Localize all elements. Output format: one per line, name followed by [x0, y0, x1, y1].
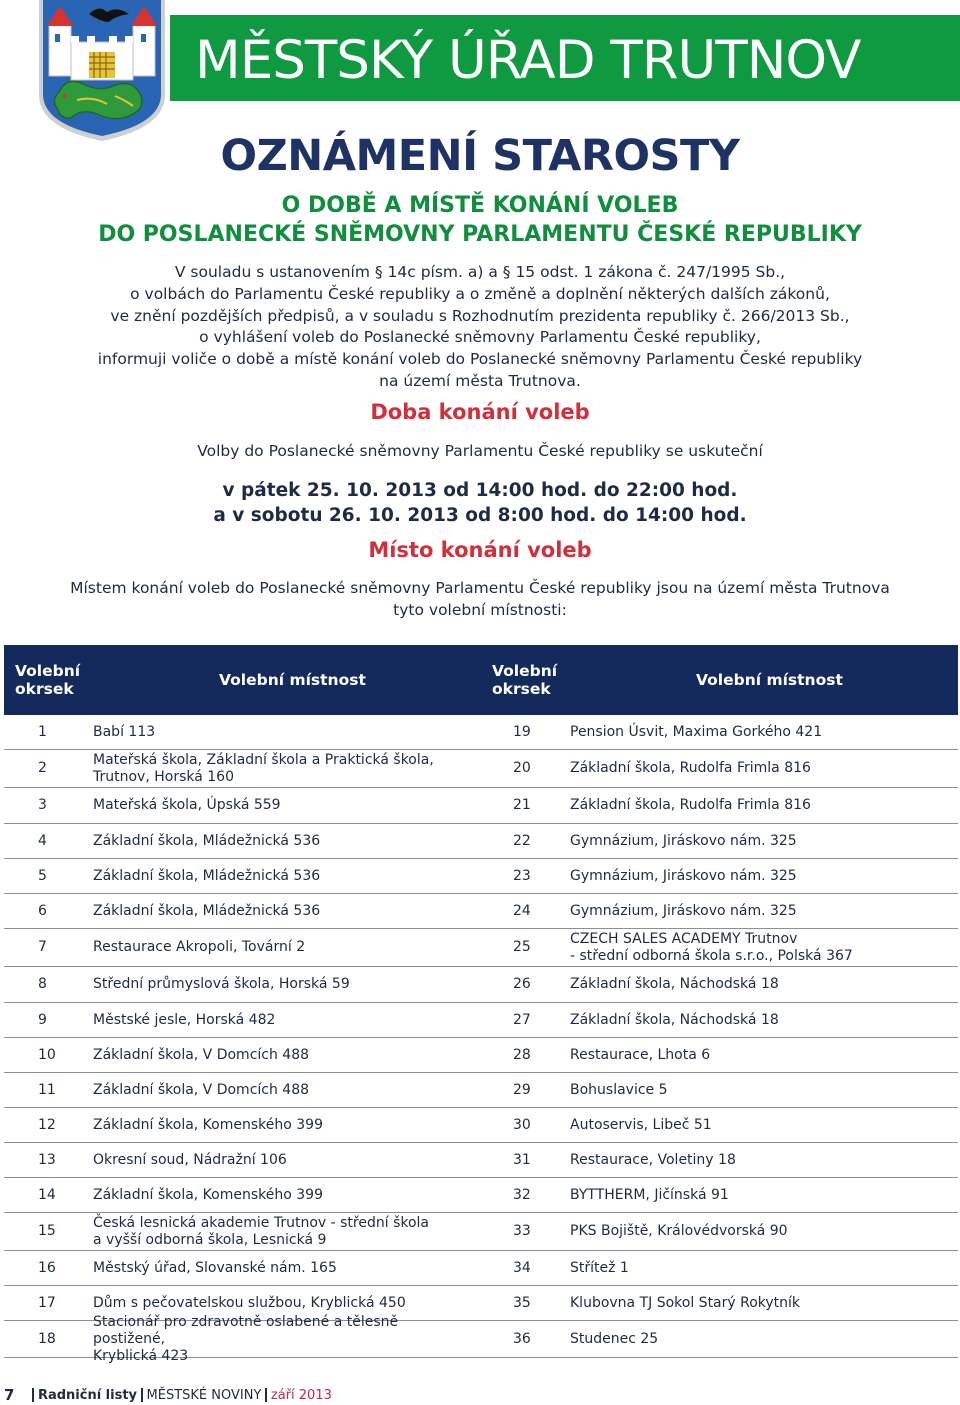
polling-place	[570, 715, 950, 749]
table-row	[4, 1178, 958, 1213]
polling-place	[570, 788, 950, 823]
polling-place	[570, 1073, 950, 1107]
polling-place-line: - střední odborná škola s.r.o., Polská 367	[570, 947, 853, 964]
table-row	[4, 824, 958, 859]
district-number: 2	[38, 760, 47, 776]
polling-place-line: Restaurace, Lhota 6	[570, 1046, 711, 1063]
district-number: 17	[38, 1294, 56, 1311]
subtitle-line-2: DO POSLANECKÉ SNĚMOVNY PARLAMENTU ČESKÉ REPUBLIKY	[98, 222, 862, 247]
polling-place-line: Klubovna TJ Sokol Starý Rokytník	[570, 1294, 801, 1311]
district-number: 5	[38, 867, 47, 884]
polling-place	[93, 1143, 473, 1177]
intro-line: o vyhlášení voleb do Poslanecké sněmovny Parlamentu České republiky,	[199, 328, 761, 347]
header-district-line-1: Volební	[15, 662, 81, 680]
polling-place	[93, 1108, 473, 1142]
intro-line: o volbách do Parlamentu České republiky a o změně a doplnění některých dalších zákonů,	[130, 284, 830, 303]
polling-place-line: Gymnázium, Jiráskovo nám. 325	[570, 902, 797, 919]
intro-line: V souladu s ustanovením § 14c písm. a) a § 15 odst. 1 zákona č. 247/1995 Sb.,	[174, 263, 786, 281]
table-row	[4, 894, 958, 929]
polling-place	[93, 894, 473, 928]
polling-place-line: Česká lesnická akademie Trutnov - střední škola	[93, 1214, 429, 1231]
place-section-lead-line-1: Místem konání voleb do Poslanecké sněmovny Parlamentu České republiky jsou na území města Trutnova	[70, 579, 890, 597]
polling-place-line: Bohuslavice 5	[570, 1081, 668, 1098]
table-row	[4, 1251, 958, 1286]
polling-place	[570, 1038, 950, 1072]
district-number: 31	[513, 1151, 531, 1168]
header-district-line-1: Volební	[492, 662, 558, 680]
header-district-left	[15, 645, 95, 715]
district-number: 26	[513, 976, 531, 992]
polling-place-line: Okresní soud, Nádražní 106	[93, 1151, 287, 1168]
table-row	[4, 1108, 958, 1143]
intro-paragraph	[0, 262, 960, 393]
district-number: 29	[513, 1081, 531, 1098]
polling-place	[93, 1251, 473, 1285]
polling-place-line: Mateřská škola, Úpská 559	[93, 797, 281, 813]
time-section-lead: Volby do Poslanecké sněmovny Parlamentu České republiky se uskuteční	[197, 442, 763, 460]
district-number: 34	[513, 1259, 531, 1276]
district-number: 36	[513, 1330, 531, 1347]
notice-title	[0, 131, 960, 181]
district-number: 33	[513, 1223, 531, 1239]
table-row	[4, 750, 958, 788]
district-number: 6	[38, 902, 47, 919]
district-number: 15	[38, 1223, 56, 1239]
polling-place-line: Základní škola, V Domcích 488	[93, 1081, 310, 1098]
polling-place-line: Střední průmyslová škola, Horská 59	[93, 976, 350, 992]
polling-place-line: Stacionář pro zdravotně oslabené a tělesně postižené,	[93, 1313, 399, 1347]
polling-place-line: Základní škola, Mládežnická 536	[93, 832, 321, 849]
polling-place-line: Základní škola, Komenského 399	[93, 1186, 323, 1203]
polling-place-line: Základní škola, Rudolfa Frimla 816	[570, 797, 811, 813]
district-number: 12	[38, 1116, 56, 1133]
table-row	[4, 1003, 958, 1038]
polling-place-line: Základní škola, Náchodská 18	[570, 976, 779, 992]
district-number: 9	[38, 1011, 47, 1028]
subtitle-line-1: O DOBĚ A MÍSTĚ KONÁNÍ VOLEB	[281, 193, 679, 218]
polling-place-line: Základní škola, Náchodská 18	[570, 1011, 779, 1028]
table-row	[4, 1213, 958, 1251]
polling-place-line: Dům s pečovatelskou službou, Kryblická 450	[93, 1294, 406, 1311]
intro-line: informuji voliče o době a místě konání voleb do Poslanecké sněmovny Parlamentu České republiky	[97, 350, 863, 369]
time-line-friday: v pátek 25. 10. 2013 od 14:00 hod. do 22:00 hod.	[222, 480, 738, 501]
district-number: 21	[513, 797, 531, 813]
district-number: 13	[38, 1151, 56, 1168]
district-number: 35	[513, 1294, 531, 1311]
intro-line: ve znění pozdějších předpisů, a v souladu s Rozhodnutím prezidenta republiky č. 266/2013 Sb.,	[110, 306, 850, 325]
coat-of-arms-logo	[37, 0, 167, 142]
table-row	[4, 967, 958, 1003]
polling-place	[93, 1038, 473, 1072]
table-row	[4, 1313, 958, 1364]
table-row	[4, 1038, 958, 1073]
polling-place-line: Základní škola, Mládežnická 536	[93, 867, 321, 884]
district-number: 18	[38, 1330, 56, 1347]
polling-place	[93, 859, 473, 893]
polling-place-line: a vyšší odborná škola, Lesnická 9	[93, 1231, 327, 1248]
place-section-lead-line-2: tyto volební místnosti:	[393, 601, 567, 619]
polling-place	[570, 1286, 950, 1320]
office-title: MĚSTSKÝ ÚŘAD TRUTNOV	[195, 30, 861, 91]
table-row	[4, 715, 958, 750]
footer-divider	[265, 1388, 267, 1402]
district-number: 20	[513, 760, 531, 776]
district-number: 11	[38, 1081, 56, 1098]
polling-table-body	[4, 715, 958, 1364]
footer-divider	[32, 1388, 34, 1402]
polling-place	[93, 1178, 473, 1212]
publication-name: Radniční listy	[37, 1387, 138, 1403]
polling-place	[570, 1108, 950, 1142]
polling-place-line: Restaurace, Voletiny 18	[570, 1151, 736, 1168]
polling-place-line: Základní škola, Mládežnická 536	[93, 902, 321, 919]
table-row	[4, 788, 958, 824]
table-row	[4, 929, 958, 967]
polling-place-line: Městské jesle, Horská 482	[93, 1011, 276, 1028]
polling-place-line: Autoservis, Libeč 51	[570, 1116, 712, 1133]
polling-place	[570, 1143, 950, 1177]
polling-place	[570, 824, 950, 858]
polling-place	[93, 788, 473, 823]
polling-place-line: BYTTHERM, Jičínská 91	[570, 1186, 729, 1203]
polling-place	[570, 1003, 950, 1037]
polling-place-line: Gymnázium, Jiráskovo nám. 325	[570, 832, 797, 849]
table-row	[4, 1073, 958, 1108]
page-number: 7	[4, 1386, 15, 1404]
intro-line: na území města Trutnova.	[379, 371, 581, 390]
publication-month: září 2013	[270, 1387, 332, 1403]
polling-place	[570, 1321, 950, 1357]
polling-place	[93, 1003, 473, 1037]
district-number: 7	[38, 939, 47, 955]
polling-place-line: Základní škola, Rudolfa Frimla 816	[570, 760, 811, 776]
polling-place-line: Babí 113	[93, 723, 156, 740]
polling-place	[570, 967, 950, 1002]
polling-place-line: CZECH SALES ACADEMY Trutnov	[570, 930, 798, 947]
notice-title-text: OZNÁMENÍ STAROSTY	[220, 131, 740, 181]
polling-place-line: Gymnázium, Jiráskovo nám. 325	[570, 867, 797, 884]
district-number: 24	[513, 902, 531, 919]
polling-place-line: Studenec 25	[570, 1330, 659, 1347]
polling-place	[93, 967, 473, 1002]
polling-place-line: Střítež 1	[570, 1259, 629, 1276]
district-number: 22	[513, 832, 531, 849]
district-number: 23	[513, 867, 531, 884]
polling-place	[570, 750, 950, 787]
place-section-heading: Místo konání voleb	[368, 538, 592, 562]
polling-place	[93, 929, 473, 966]
polling-place	[570, 894, 950, 928]
district-number: 32	[513, 1186, 531, 1203]
page-footer	[4, 1386, 332, 1404]
polling-place-line: Mateřská škola, Základní škola a Praktická škola,	[93, 751, 434, 768]
district-number: 19	[513, 723, 531, 740]
district-number: 16	[38, 1259, 56, 1276]
polling-place	[93, 715, 473, 749]
polling-place-line: Trutnov, Horská 160	[93, 768, 234, 785]
district-number: 10	[38, 1046, 56, 1063]
polling-place	[93, 750, 473, 787]
time-section-heading: Doba konání voleb	[370, 400, 590, 424]
district-number: 1	[38, 723, 47, 740]
header-room-right: Volební místnost	[696, 671, 843, 689]
district-number: 30	[513, 1116, 531, 1133]
time-line-saturday: a v sobotu 26. 10. 2013 od 8:00 hod. do 14:00 hod.	[213, 505, 747, 526]
header-district-right	[492, 645, 572, 715]
header-room-left: Volební místnost	[219, 671, 366, 689]
footer-divider	[141, 1388, 143, 1402]
polling-place	[93, 1213, 473, 1250]
header-district-line-2: okrsek	[492, 680, 551, 698]
district-number: 4	[38, 832, 47, 849]
polling-place	[570, 1178, 950, 1212]
district-number: 8	[38, 976, 47, 992]
polling-place	[93, 824, 473, 858]
publication-series: MĚSTSKÉ NOVINY	[146, 1387, 262, 1403]
polling-place	[570, 1251, 950, 1285]
polling-place	[570, 1213, 950, 1250]
table-row	[4, 859, 958, 894]
district-number: 27	[513, 1011, 531, 1028]
polling-place-line: Městský úřad, Slovanské nám. 165	[93, 1259, 337, 1276]
district-number: 28	[513, 1046, 531, 1063]
polling-place	[570, 929, 950, 966]
polling-place-line: Restaurace Akropoli, Tovární 2	[93, 939, 306, 955]
district-number: 14	[38, 1186, 56, 1203]
polling-place	[570, 859, 950, 893]
polling-table-header	[4, 645, 958, 715]
polling-place	[93, 1313, 473, 1364]
polling-place-line: Základní škola, V Domcích 488	[93, 1046, 310, 1063]
polling-place-line: Pension Úsvit, Maxima Gorkého 421	[570, 723, 823, 740]
district-number: 25	[513, 939, 531, 955]
polling-place-line: PKS Bojiště, Královédvorská 90	[570, 1223, 788, 1239]
header-district-line-2: okrsek	[15, 680, 74, 698]
table-row	[4, 1143, 958, 1178]
polling-place-line: Kryblická 423	[93, 1347, 189, 1364]
polling-place-line: Základní škola, Komenského 399	[93, 1116, 323, 1133]
polling-place	[93, 1073, 473, 1107]
district-number: 3	[38, 797, 47, 813]
